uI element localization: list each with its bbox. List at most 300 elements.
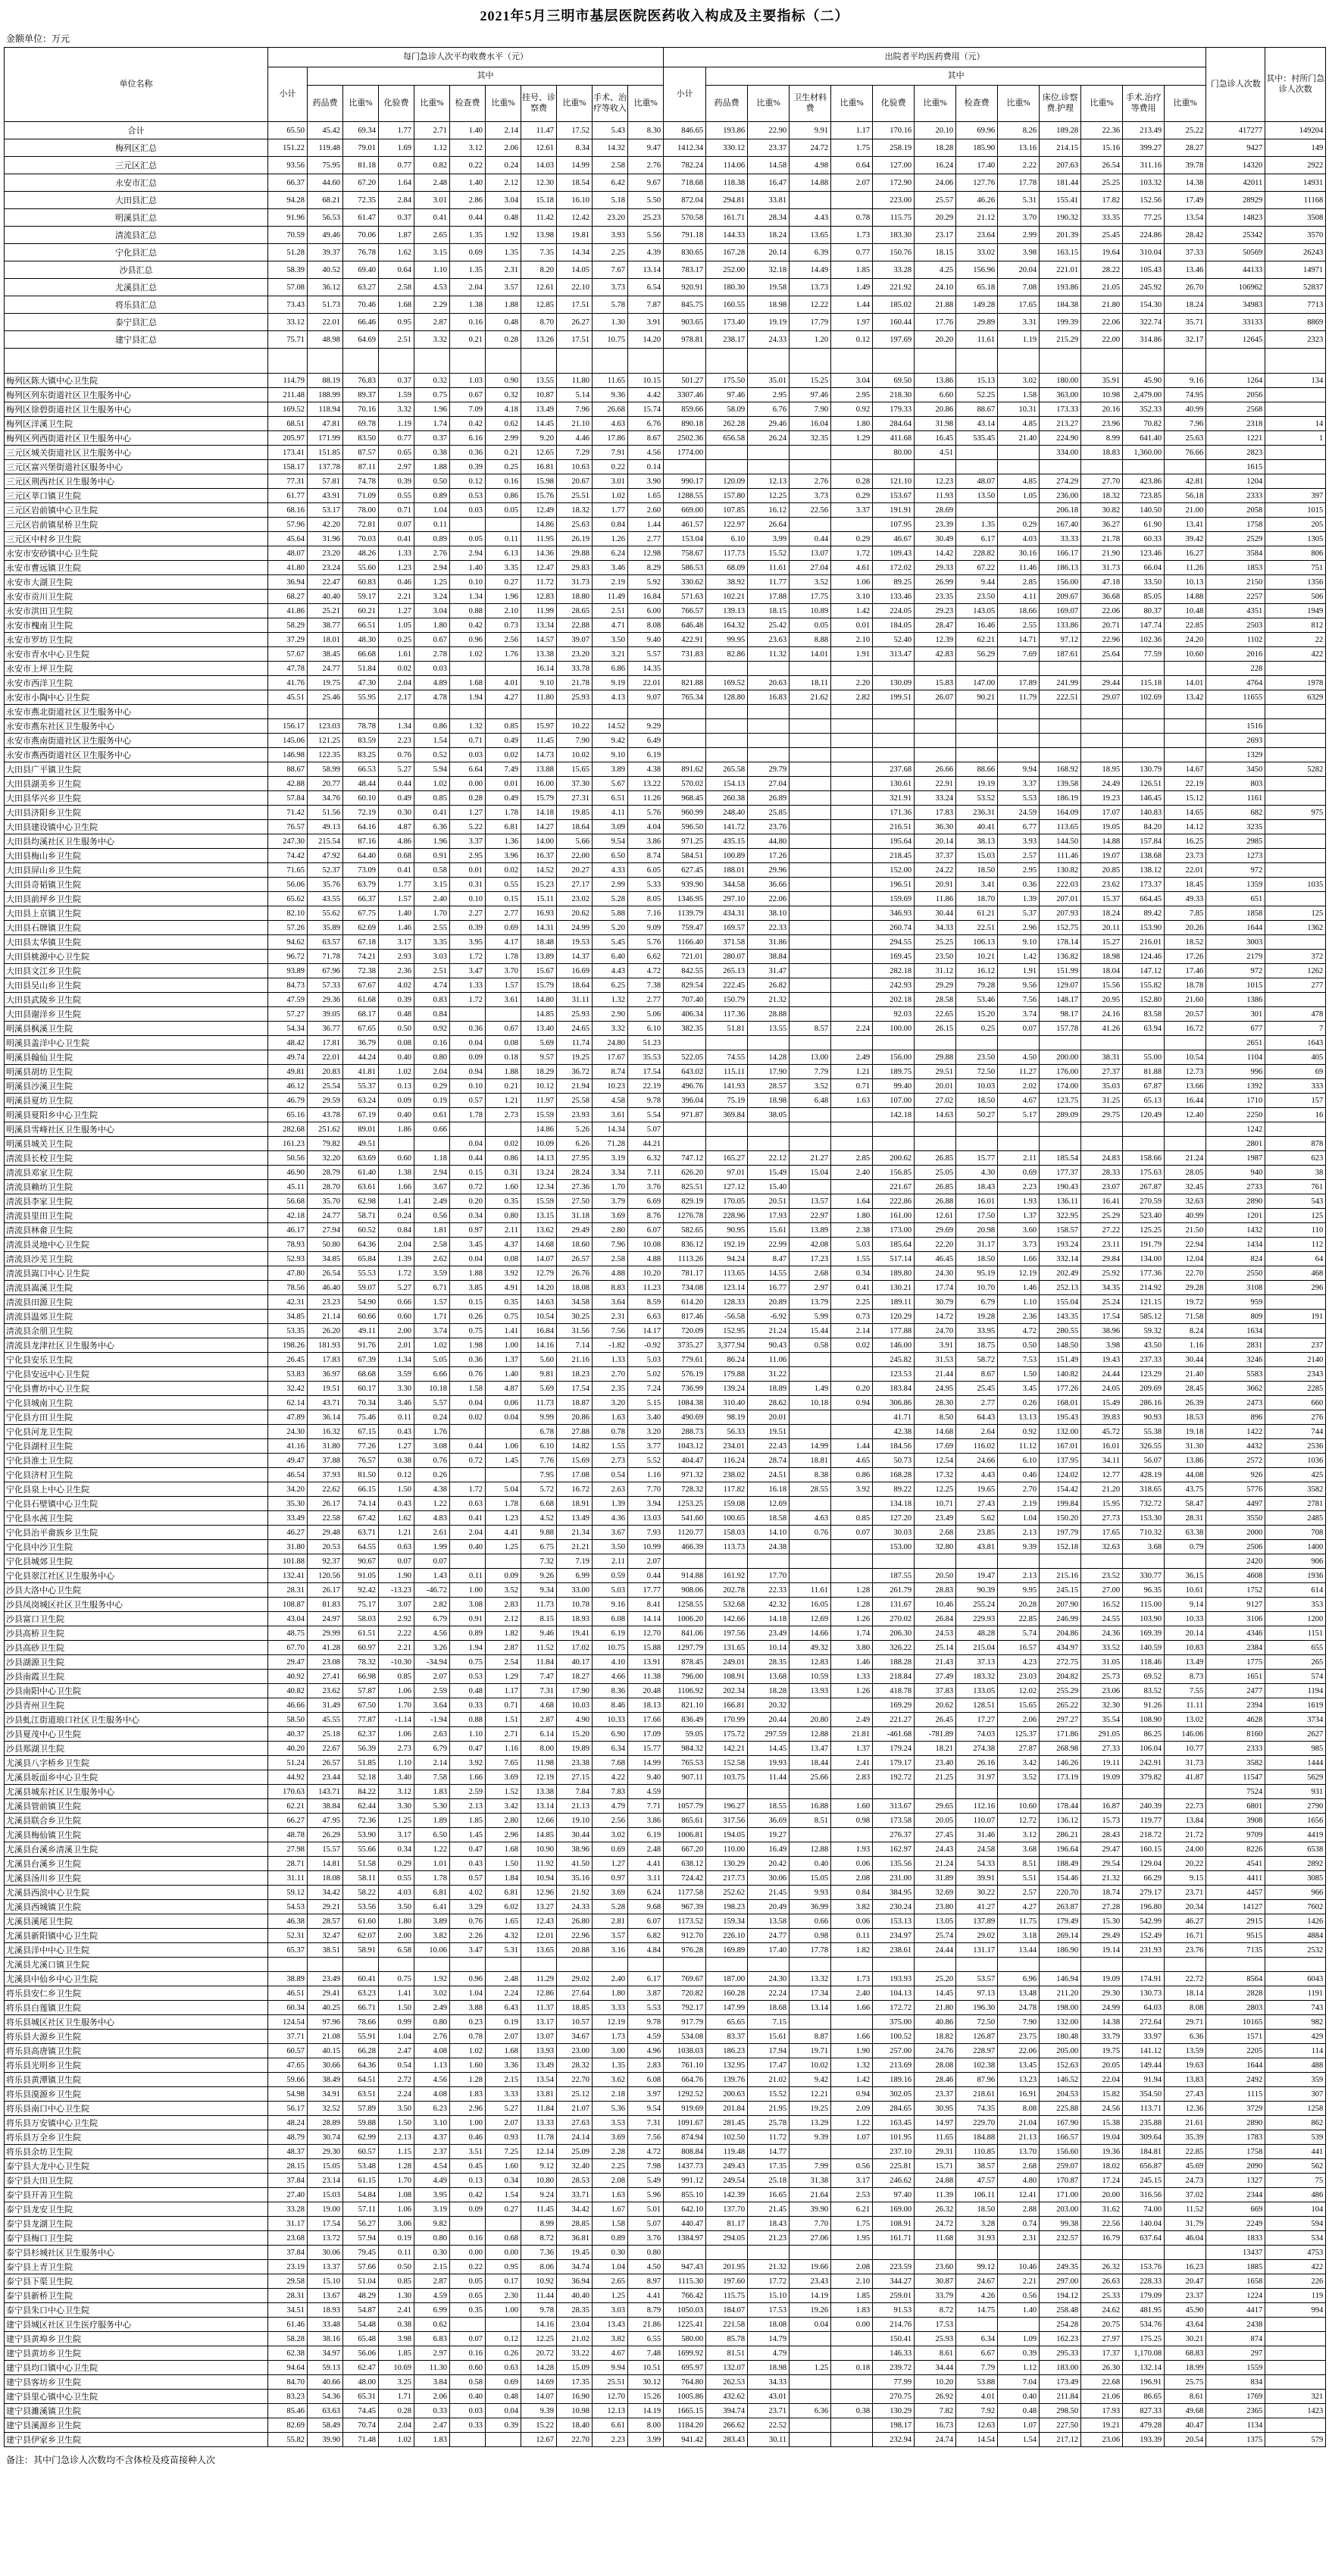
value-cell: 1.35	[450, 261, 486, 279]
value-cell: 3.17	[379, 935, 414, 950]
value-cell: 23.00	[557, 2044, 593, 2058]
value-cell: 481.95	[1123, 2303, 1165, 2318]
value-cell	[1081, 2246, 1123, 2260]
value-cell: 2.68	[790, 1266, 831, 1281]
value-cell: 1.33	[450, 978, 486, 993]
value-cell: 9.39	[790, 2130, 831, 2145]
value-cell: 146.98	[268, 748, 308, 762]
value-cell: 17.93	[748, 1209, 790, 1223]
value-cell: 15.98	[521, 474, 557, 489]
value-cell: 0.41	[379, 863, 414, 878]
value-cell: 1.21	[831, 1065, 873, 1079]
value-cell: 9.94	[593, 2361, 628, 2375]
value-cell: 1.02	[450, 647, 486, 662]
value-cell: 152.80	[1123, 993, 1165, 1007]
value-cell: 19.07	[1081, 849, 1123, 863]
value-cell: 11.12	[998, 1439, 1040, 1454]
value-cell	[790, 719, 831, 734]
value-cell: 1.65	[486, 1914, 521, 1929]
value-cell: 12.67	[521, 2433, 557, 2447]
value-cell: 40.99	[1165, 1209, 1206, 1223]
value-cell: 23.40	[915, 1756, 956, 1770]
value-cell: 1.30	[593, 314, 628, 331]
value-cell: 26.54	[1081, 157, 1123, 174]
value-cell: 22.91	[915, 777, 956, 791]
value-cell: 30.12	[628, 2375, 664, 2390]
value-cell: 17.34	[790, 1986, 831, 2001]
value-cell: 2.76	[628, 157, 664, 174]
value-cell: 14.85	[521, 1828, 557, 1842]
value-cell: 2384	[1206, 1641, 1265, 1655]
value-cell: 7.53	[998, 1353, 1040, 1367]
value-cell: 9.24	[521, 2188, 557, 2202]
value-cell: 1.94	[450, 690, 486, 705]
value-cell: 0.17	[486, 2274, 521, 2289]
value-cell: 0.75	[379, 1972, 414, 1986]
value-cell: 384.95	[873, 1886, 915, 1900]
value-cell: 0.42	[450, 417, 486, 431]
value-cell: 18.95	[1081, 762, 1123, 777]
value-cell: 8.47	[748, 1252, 790, 1266]
value-cell: 2790	[1265, 1799, 1326, 1814]
value-cell: 33.02	[956, 244, 998, 261]
value-cell: 0.85	[486, 719, 521, 734]
value-cell: 1.02	[379, 2433, 414, 2447]
value-cell: 91.53	[873, 2303, 915, 2318]
value-cell: 21.94	[557, 1079, 593, 1094]
value-cell	[706, 662, 748, 676]
value-cell: 23.93	[557, 1108, 593, 1122]
table-row	[5, 1554, 1326, 1569]
value-cell: 1.34	[450, 590, 486, 604]
value-cell: 32.30	[1081, 1698, 1123, 1713]
value-cell: 113.65	[1040, 820, 1081, 834]
value-cell: 288.73	[664, 1425, 706, 1439]
value-cell: 65.37	[268, 1943, 308, 1958]
table-row	[5, 2116, 1326, 2130]
value-cell: 169.52	[268, 402, 308, 417]
value-cell: 18.80	[557, 590, 593, 604]
value-cell: 97.40	[873, 2188, 915, 2202]
value-cell: 2.10	[486, 604, 521, 618]
value-cell: 903.65	[664, 314, 706, 331]
value-cell: 18.53	[1165, 1410, 1206, 1425]
value-cell: 121.25	[308, 734, 343, 748]
value-cell: 61.51	[343, 1626, 379, 1641]
value-cell: 1392	[1206, 1079, 1265, 1094]
value-cell: 2.99	[486, 431, 521, 446]
value-cell: 3108	[1206, 1281, 1265, 1295]
value-cell: 2890	[1206, 2116, 1265, 2130]
value-cell: 24.83	[1081, 1151, 1123, 1166]
value-cell: 147.74	[1123, 618, 1165, 633]
unit-name-cell: 尤溪县汇总	[5, 279, 268, 296]
value-cell: 120.56	[308, 1569, 343, 1583]
value-cell: 88.67	[268, 762, 308, 777]
unit-name-cell: 清流县余朋卫生院	[5, 1324, 268, 1338]
value-cell	[268, 1958, 308, 1972]
value-cell: 1559	[1206, 2361, 1265, 2375]
value-cell: 26.17	[308, 1583, 343, 1598]
value-cell: 1242	[1206, 1122, 1265, 1137]
table-row	[5, 388, 1326, 402]
value-cell: 38.31	[1081, 1050, 1123, 1065]
value-cell: 2.73	[379, 1742, 414, 1756]
value-cell: 27.15	[557, 1770, 593, 1785]
value-cell: 152.63	[1040, 2058, 1081, 2073]
value-cell: 9.91	[790, 122, 831, 139]
value-cell: 18.82	[915, 2030, 956, 2044]
value-cell: 2179	[1206, 950, 1265, 964]
value-cell: 3.82	[414, 1929, 450, 1943]
value-cell: 3570	[1265, 227, 1326, 244]
value-cell: 0.59	[593, 1569, 628, 1583]
value-cell: 23.39	[915, 518, 956, 532]
value-cell: 7.47	[521, 1670, 557, 1684]
value-cell: 16.25	[1165, 834, 1206, 849]
value-cell: 14.10	[748, 1526, 790, 1540]
value-cell: 369.84	[706, 1108, 748, 1122]
value-cell	[790, 518, 831, 532]
value-cell: 7135	[1206, 1943, 1265, 1958]
value-cell	[486, 2318, 521, 2332]
value-cell: 26.85	[915, 1151, 956, 1166]
value-cell: 0.86	[831, 1468, 873, 1482]
value-cell: 0.15	[450, 1166, 486, 1180]
value-cell: 108.87	[268, 1598, 308, 1612]
value-cell: 4628	[1206, 1713, 1265, 1727]
value-cell: 20.48	[628, 1684, 664, 1698]
value-cell: 152.18	[1040, 1540, 1081, 1554]
value-cell: 128.33	[706, 1295, 748, 1310]
value-cell: 2.94	[414, 1166, 450, 1180]
value-cell: 3.04	[414, 604, 450, 618]
value-cell: 6.17	[628, 1972, 664, 1986]
value-cell: 468	[1265, 1266, 1326, 1281]
value-cell: 141.72	[706, 820, 748, 834]
value-cell: 1.27	[450, 806, 486, 820]
value-cell: 765.34	[664, 690, 706, 705]
value-cell: 0.52	[414, 748, 450, 762]
value-cell: 13.44	[998, 1943, 1040, 1958]
value-cell: 3550	[1206, 1511, 1265, 1526]
value-cell: 18.15	[915, 244, 956, 261]
value-cell: 81.83	[308, 1598, 343, 1612]
value-cell: 48.75	[268, 1626, 308, 1641]
value-cell: 229.93	[956, 1612, 998, 1626]
value-cell: 31.11	[557, 993, 593, 1007]
table-row	[5, 192, 1326, 209]
value-cell	[873, 460, 915, 474]
value-cell: 2.12	[486, 1612, 521, 1626]
value-cell: 0.33	[450, 1698, 486, 1713]
value-cell: 16.32	[308, 1425, 343, 1439]
value-cell: 172.90	[873, 174, 915, 192]
value-cell: 58.91	[343, 1943, 379, 1958]
value-cell: 2.99	[998, 227, 1040, 244]
value-cell: 0.55	[379, 489, 414, 503]
value-cell: 29.21	[308, 1900, 343, 1914]
value-cell	[831, 460, 873, 474]
value-cell: 14.20	[521, 1281, 557, 1295]
value-cell: 29.65	[915, 1799, 956, 1814]
value-cell: 254.28	[1040, 2318, 1081, 2332]
value-cell: 167.90	[1040, 2116, 1081, 2130]
value-cell: 15.22	[521, 2418, 557, 2433]
value-cell: 68.21	[308, 192, 343, 209]
value-cell	[1265, 820, 1326, 834]
value-cell: 102.69	[1123, 690, 1165, 705]
value-cell: 432.62	[706, 2390, 748, 2404]
value-cell: 19.36	[1081, 2145, 1123, 2159]
value-cell: 9.93	[790, 1886, 831, 1900]
value-cell: 1.10	[414, 261, 450, 279]
value-cell: 13.98	[521, 227, 557, 244]
value-cell: 2257	[1206, 590, 1265, 604]
value-cell: 47.65	[268, 2058, 308, 2073]
value-cell: 88.67	[956, 402, 998, 417]
value-cell: 284.65	[873, 2102, 915, 2116]
value-cell: 144.33	[706, 227, 748, 244]
value-cell: 6.54	[628, 279, 664, 296]
unit-name-cell: 三元区汇总	[5, 157, 268, 174]
unit-name-cell: 尤溪县台溪乡卫生院	[5, 1857, 268, 1871]
value-cell: 17.51	[557, 331, 593, 349]
value-cell: 13.49	[557, 1511, 593, 1526]
value-cell	[790, 964, 831, 978]
value-cell: 4.59	[628, 1785, 664, 1799]
value-cell: 43.64	[1165, 2318, 1206, 2332]
table-row	[5, 1007, 1326, 1022]
value-cell: 67.42	[343, 1511, 379, 1526]
value-cell: 2323	[1265, 331, 1326, 349]
value-cell: 3.42	[486, 1799, 521, 1814]
col-header-g2-10: 手术.治疗等费用	[1123, 86, 1165, 122]
value-cell: 24.20	[1165, 633, 1206, 647]
value-cell: 179.88	[706, 1367, 748, 1382]
value-cell: 506	[1265, 590, 1326, 604]
value-cell: 7.29	[557, 446, 593, 460]
value-cell: 64.36	[343, 1238, 379, 1252]
value-cell	[790, 849, 831, 863]
value-cell: 29.48	[308, 1526, 343, 1540]
value-cell: 0.04	[450, 1137, 486, 1151]
value-cell	[831, 806, 873, 820]
value-cell: 3.57	[486, 279, 521, 296]
value-cell: 9.47	[628, 139, 664, 157]
value-cell: 3.87	[628, 1986, 664, 2001]
value-cell: 9.42	[790, 2073, 831, 2087]
table-row	[5, 2001, 1326, 2015]
table-row	[5, 1684, 1326, 1698]
value-cell: 21.32	[748, 993, 790, 1007]
col-header-g2-7: 比重%	[998, 86, 1040, 122]
value-cell: 2.97	[414, 2346, 450, 2361]
value-cell: 422	[1265, 2260, 1326, 2274]
value-cell: 4.39	[628, 244, 664, 261]
value-cell: 792.17	[664, 2001, 706, 2015]
value-cell: 655	[1265, 1641, 1326, 1655]
value-cell: 1173.52	[664, 1914, 706, 1929]
value-cell: 4.41	[486, 1526, 521, 1540]
value-cell: 0.19	[486, 2015, 521, 2030]
value-cell: 3.85	[450, 1281, 486, 1295]
value-cell: 276.37	[873, 1828, 915, 1842]
value-cell: 25.78	[748, 2116, 790, 2130]
value-cell: 10.77	[1165, 1742, 1206, 1756]
value-cell: 4.30	[956, 1166, 998, 1180]
value-cell	[1165, 748, 1206, 762]
value-cell: 22.97	[790, 1209, 831, 1223]
value-cell: 2.99	[593, 878, 628, 892]
value-cell: 24.88	[915, 2174, 956, 2188]
value-cell: 1.22	[831, 2116, 873, 2130]
value-cell: 1.25	[414, 575, 450, 590]
value-cell: 64.55	[343, 1540, 379, 1554]
value-cell: 20.67	[557, 474, 593, 489]
value-cell: 65.84	[343, 1252, 379, 1266]
value-cell: 259.01	[873, 2289, 915, 2303]
value-cell: 0.30	[414, 2246, 450, 2260]
value-cell: 42.32	[748, 1598, 790, 1612]
value-cell: 11.52	[521, 1641, 557, 1655]
value-cell: 173.00	[873, 1223, 915, 1238]
value-cell: 862	[1265, 2116, 1326, 2130]
table-row	[5, 1569, 1326, 1583]
unit-name-cell: 清流县灵地中心卫生院	[5, 1238, 268, 1252]
value-cell: 33.52	[1081, 1641, 1123, 1655]
value-cell	[790, 1367, 831, 1382]
value-cell: 83.52	[1123, 1684, 1165, 1698]
value-cell: 9427	[1206, 139, 1265, 157]
unit-name-cell: 梅列区列西街道社区卫生服务中心	[5, 431, 268, 446]
value-cell: 82.10	[268, 906, 308, 921]
table-row	[5, 878, 1326, 892]
value-cell: 1.04	[450, 1986, 486, 2001]
value-cell: 6.25	[593, 978, 628, 993]
value-cell: 24.59	[998, 806, 1040, 820]
value-cell: 9127	[1206, 1598, 1265, 1612]
value-cell: 75.95	[308, 157, 343, 174]
value-cell: 3085	[1265, 1871, 1326, 1886]
value-cell: 29.49	[557, 1223, 593, 1238]
value-cell	[790, 2346, 831, 2361]
value-cell: 1104	[1206, 1050, 1265, 1065]
value-cell: 1.66	[450, 1770, 486, 1785]
value-cell: 36.81	[557, 2231, 593, 2246]
value-cell: 5.67	[593, 777, 628, 791]
value-cell: 1	[1265, 431, 1326, 446]
value-cell: 20.83	[308, 1065, 343, 1079]
value-cell: 188.01	[706, 863, 748, 878]
table-row	[5, 374, 1326, 388]
value-cell: 123.14	[706, 1281, 748, 1295]
table-row	[5, 2404, 1326, 2418]
value-cell	[956, 1958, 998, 1972]
table-row	[5, 590, 1326, 604]
value-cell: 14.16	[521, 1338, 557, 1353]
value-cell: 0.26	[414, 1468, 450, 1482]
value-cell: 20.26	[1165, 921, 1206, 935]
value-cell: 28.58	[915, 993, 956, 1007]
value-cell: 2150	[1206, 575, 1265, 590]
value-cell: 23.50	[956, 1050, 998, 1065]
value-cell: 10.31	[998, 402, 1040, 417]
value-cell: 18.44	[790, 1756, 831, 1770]
value-cell: 0.76	[790, 1526, 831, 1540]
value-cell	[706, 1554, 748, 1569]
value-cell: 2.68	[915, 1526, 956, 1540]
table-row	[5, 1353, 1326, 1367]
value-cell: 34.33	[748, 2375, 790, 2390]
value-cell: 2.95	[748, 388, 790, 402]
value-cell: 18.08	[748, 2318, 790, 2332]
value-cell: 8.08	[1165, 2001, 1206, 2015]
table-row	[5, 2375, 1326, 2390]
value-cell: 134	[1265, 374, 1326, 388]
value-cell	[1123, 2246, 1165, 2260]
table-row	[5, 1238, 1326, 1252]
value-cell: 2.63	[593, 1482, 628, 1497]
value-cell: 115.75	[873, 209, 915, 227]
value-cell: 58.71	[343, 1209, 379, 1223]
value-cell	[831, 719, 873, 734]
value-cell: 1.90	[379, 1569, 414, 1583]
value-cell: 17.50	[956, 1209, 998, 1223]
value-cell: 0.13	[450, 2174, 486, 2188]
value-cell: 418.78	[873, 1684, 915, 1698]
value-cell: 1.61	[379, 647, 414, 662]
value-cell: 8.72	[521, 2231, 557, 2246]
value-cell: 2.76	[414, 546, 450, 561]
value-cell: 58.03	[343, 1612, 379, 1626]
value-cell: 3.50	[593, 633, 628, 647]
value-cell: 0.16	[450, 314, 486, 331]
value-cell: 1.25	[379, 1814, 414, 1828]
value-cell: 14.99	[790, 1439, 831, 1454]
value-cell: 24.55	[1081, 1612, 1123, 1626]
table-row	[5, 1396, 1326, 1410]
value-cell: 14.80	[521, 993, 557, 1007]
value-cell: 3.45	[450, 1238, 486, 1252]
value-cell: 7713	[1265, 296, 1326, 314]
value-cell: 6.75	[521, 1540, 557, 1554]
table-row	[5, 331, 1326, 349]
value-cell: 20.72	[521, 2346, 557, 2361]
value-cell: 0.06	[831, 1857, 873, 1871]
value-cell: 65.62	[268, 892, 308, 906]
value-cell: 1273	[1206, 849, 1265, 863]
value-cell: 669.00	[664, 503, 706, 518]
value-cell: 17.78	[998, 174, 1040, 192]
value-cell: 33.28	[873, 261, 915, 279]
value-cell: 1.62	[379, 244, 414, 261]
value-cell: 2.36	[998, 1310, 1040, 1324]
value-cell: 1.66	[831, 2030, 873, 2044]
value-cell: 9.46	[521, 1626, 557, 1641]
value-cell: 6.19	[628, 748, 664, 762]
value-cell: 270.59	[1123, 1194, 1165, 1209]
value-cell: 0.04	[790, 2318, 831, 2332]
value-cell	[790, 978, 831, 993]
value-cell: 34.97	[308, 2346, 343, 2361]
value-cell: 1091.67	[664, 2116, 706, 2130]
value-cell: 2438	[1206, 2318, 1265, 2332]
value-cell: 268.98	[1040, 1742, 1081, 1756]
table-row	[5, 1929, 1326, 1943]
value-cell: 69.78	[343, 417, 379, 431]
value-cell: 100.52	[873, 2030, 915, 2044]
